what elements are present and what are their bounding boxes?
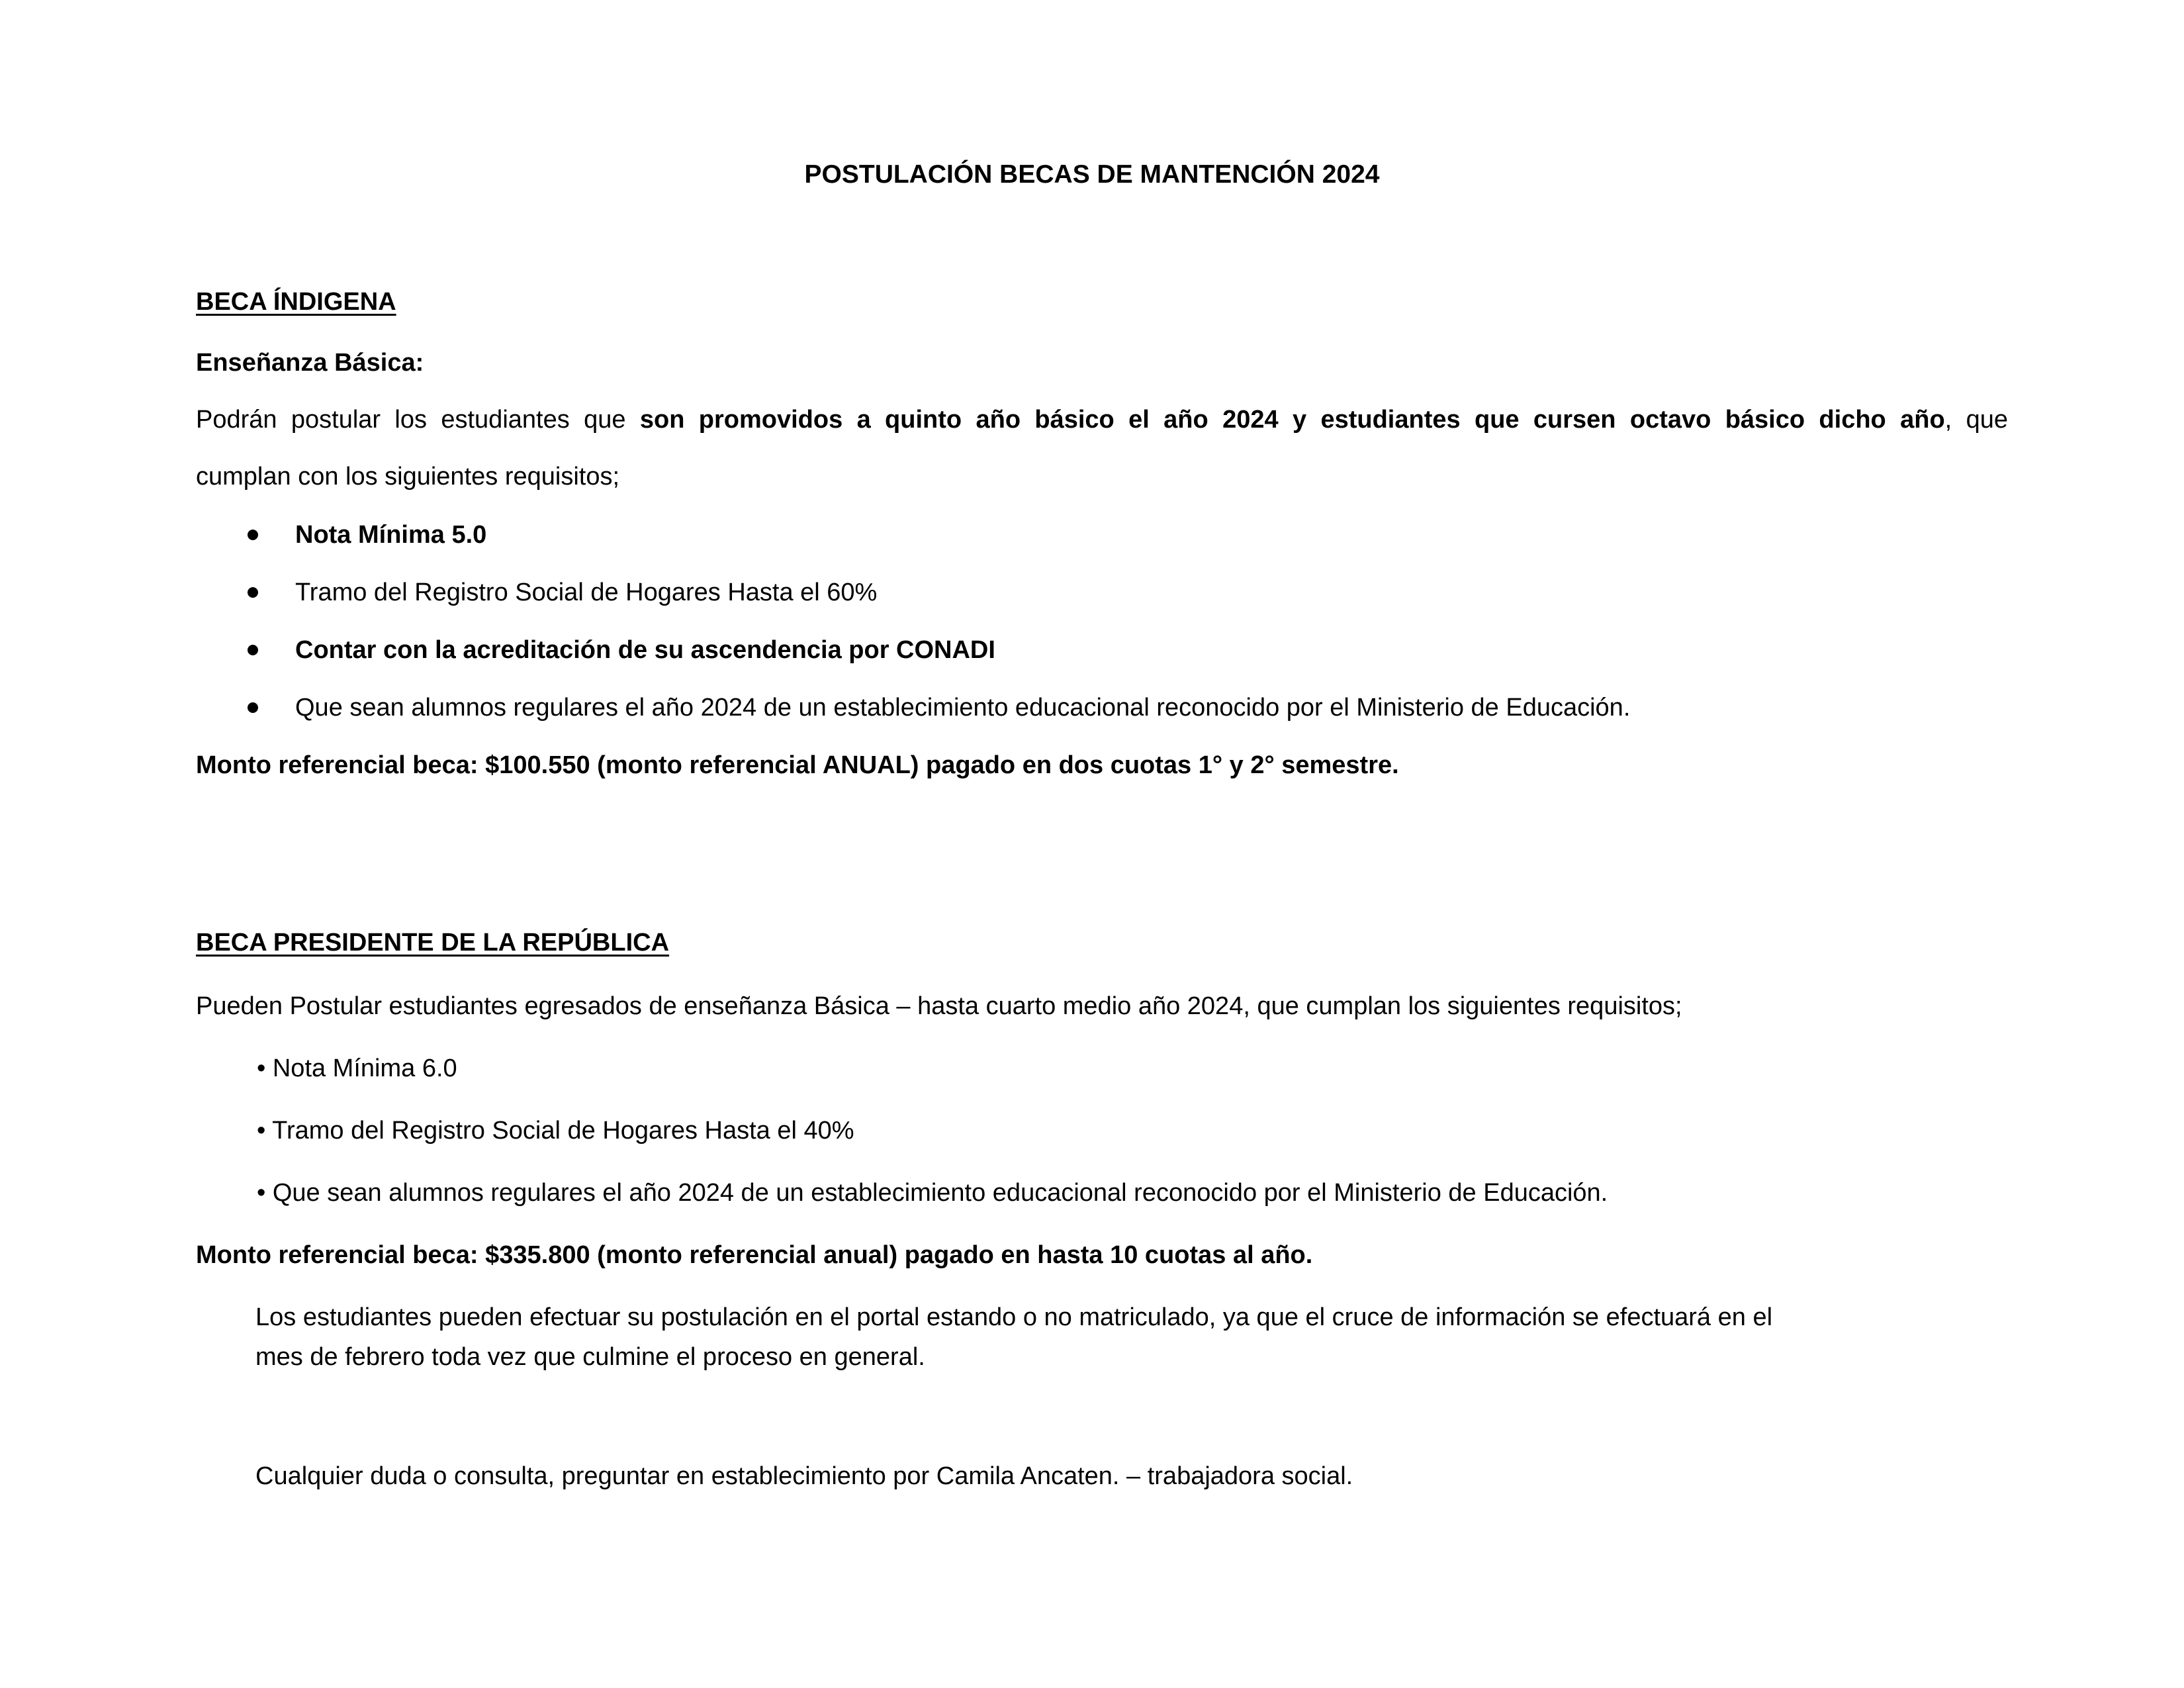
presidente-intro: Pueden Postular estudiantes egresados de enseñanza Básica – hasta cuarto medio año 2024, que cumplan los siguientes requisitos; <box>196 992 1682 1020</box>
contact-note: Cualquier duda o consulta, preguntar en establecimiento por Camila Ancaten. – trabajadora social. <box>255 1462 1353 1490</box>
amount-beca-presidente: Monto referencial beca: $335.800 (monto referencial anual) pagado en hasta 10 cuotas al año. <box>196 1241 1313 1269</box>
document-title: POSTULACIÓN BECAS DE MANTENCIÓN 2024 <box>804 160 1380 189</box>
subheading-ensenanza-basica: Enseñanza Básica: <box>196 349 424 377</box>
bullet-icon <box>248 702 258 713</box>
requirement-item: • Tramo del Registro Social de Hogares Hasta el 40% <box>257 1117 854 1145</box>
requirement-item: • Nota Mínima 6.0 <box>257 1055 457 1082</box>
intro-paragraph-line-2: cumplan con los siguientes requisitos; <box>196 463 620 491</box>
section-heading-beca-indigena: BECA ÍNDIGENA <box>196 288 396 316</box>
amount-beca-indigena: Monto referencial beca: $100.550 (monto referencial ANUAL) pagado en dos cuotas 1° y 2° semestre. <box>196 751 1399 779</box>
bullet-icon <box>248 530 258 540</box>
requirement-item: Tramo del Registro Social de Hogares Hasta el 60% <box>295 579 878 606</box>
bullet-icon <box>248 645 258 655</box>
requirement-item: Contar con la acreditación de su ascendencia por CONADI <box>295 636 995 664</box>
intro-text-end: , que <box>1944 406 2008 434</box>
intro-paragraph-line-1 <box>196 404 2008 436</box>
bullet-icon <box>248 587 258 598</box>
requirement-item: • Que sean alumnos regulares el año 2024 de un establecimiento educacional reconocido por el Ministerio de Educación. <box>257 1179 1608 1207</box>
requirement-item: Nota Mínima 5.0 <box>295 521 487 549</box>
note-line-1: Los estudiantes pueden efectuar su postulación en el portal estando o no matriculado, ya que el cruce de información se efectuará en el <box>255 1303 1773 1331</box>
intro-text-bold: son promovidos a quinto año básico el año 2024 y estudiantes que cursen octavo básico dicho año <box>639 406 1945 434</box>
requirement-item: Que sean alumnos regulares el año 2024 de un establecimiento educacional reconocido por el Ministerio de Educación. <box>295 694 1631 722</box>
intro-text-start: Podrán postular los estudiantes que <box>196 406 640 434</box>
section-heading-beca-presidente: BECA PRESIDENTE DE LA REPÚBLICA <box>196 929 670 957</box>
note-line-2: mes de febrero toda vez que culmine el proceso en general. <box>255 1343 925 1371</box>
